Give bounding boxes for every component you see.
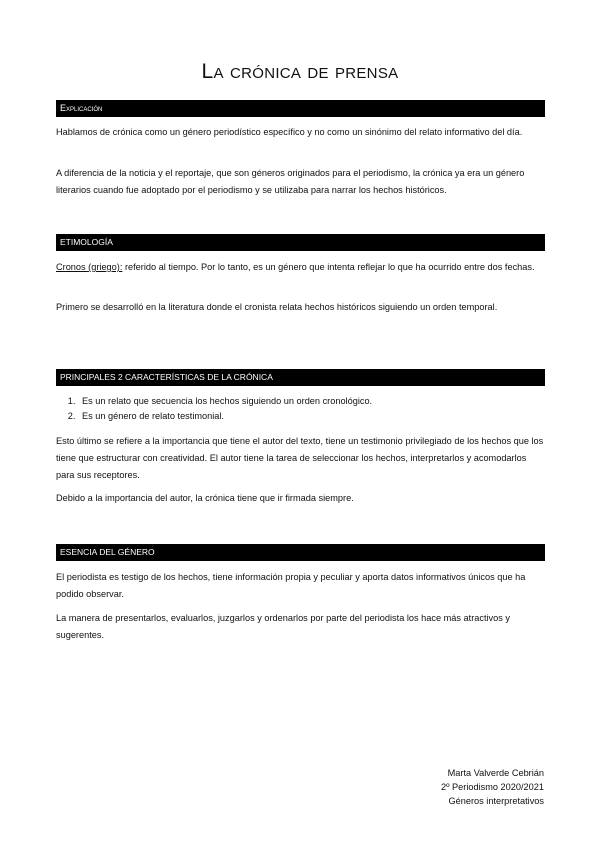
paragraph: El periodista es testigo de los hechos, tiene información propia y peculiar y aporta datos informativos únicos que ha podido observar.	[56, 572, 526, 599]
etymology-term: Cronos (griego):	[56, 262, 123, 272]
section-heading-explicacion: Explicación	[56, 100, 545, 117]
author-signature	[441, 766, 544, 808]
paragraph: La manera de presentarlos, evaluarlos, juzgarlos y ordenarlos por parte del periodista los hace más atractivos y sugerentes.	[56, 613, 510, 640]
characteristics-list	[56, 394, 558, 424]
course-line: 2º Periodismo 2020/2021	[441, 782, 544, 792]
paragraph: Esto último se refiere a la importancia que tiene el autor del texto, tiene un testimonio privilegiado de los hechos que los tiene que estructurar con creatividad. El autor tiene la tarea de seleccionar los hechos, interpretarlos y acomodarlos para sus receptores.	[56, 436, 544, 480]
list-item: 1. Es un relato que secuencia los hechos siguiendo un orden cronológico.	[78, 394, 558, 409]
page-title: La crónica de prensa	[201, 60, 399, 83]
paragraph: Hablamos de crónica como un género periodístico específico y no como un sinónimo del relato informativo del día.	[56, 127, 523, 137]
list-item: 2. Es un género de relato testimonial.	[78, 409, 558, 424]
subject-line: Géneros interpretativos	[448, 796, 544, 806]
paragraph	[56, 259, 546, 276]
paragraph: Primero se desarrolló en la literatura donde el cronista relata hechos históricos siguiendo un orden temporal.	[56, 302, 498, 312]
author-name: Marta Valverde Cebrián	[447, 768, 544, 778]
section-heading-etimologia: ETIMOLOGÍA	[56, 234, 545, 251]
section-heading-esencia: ESENCIA DEL GÉNERO	[56, 544, 545, 561]
paragraph: Debido a la importancia del autor, la crónica tiene que ir firmada siempre.	[56, 493, 354, 503]
etymology-definition: referido al tiempo. Por lo tanto, es un género que intenta reflejar lo que ha ocurrido entre dos fechas.	[122, 262, 535, 272]
section-heading-caracteristicas: PRINCIPALES 2 CARACTERÍSTICAS DE LA CRÓNICA	[56, 369, 545, 386]
paragraph: A diferencia de la noticia y el reportaje, que son géneros originados para el periodismo, la crónica ya era un género literarios cuando fue adoptado por el periodismo y se utilizaba para narrar los hechos históricos.	[56, 168, 525, 195]
